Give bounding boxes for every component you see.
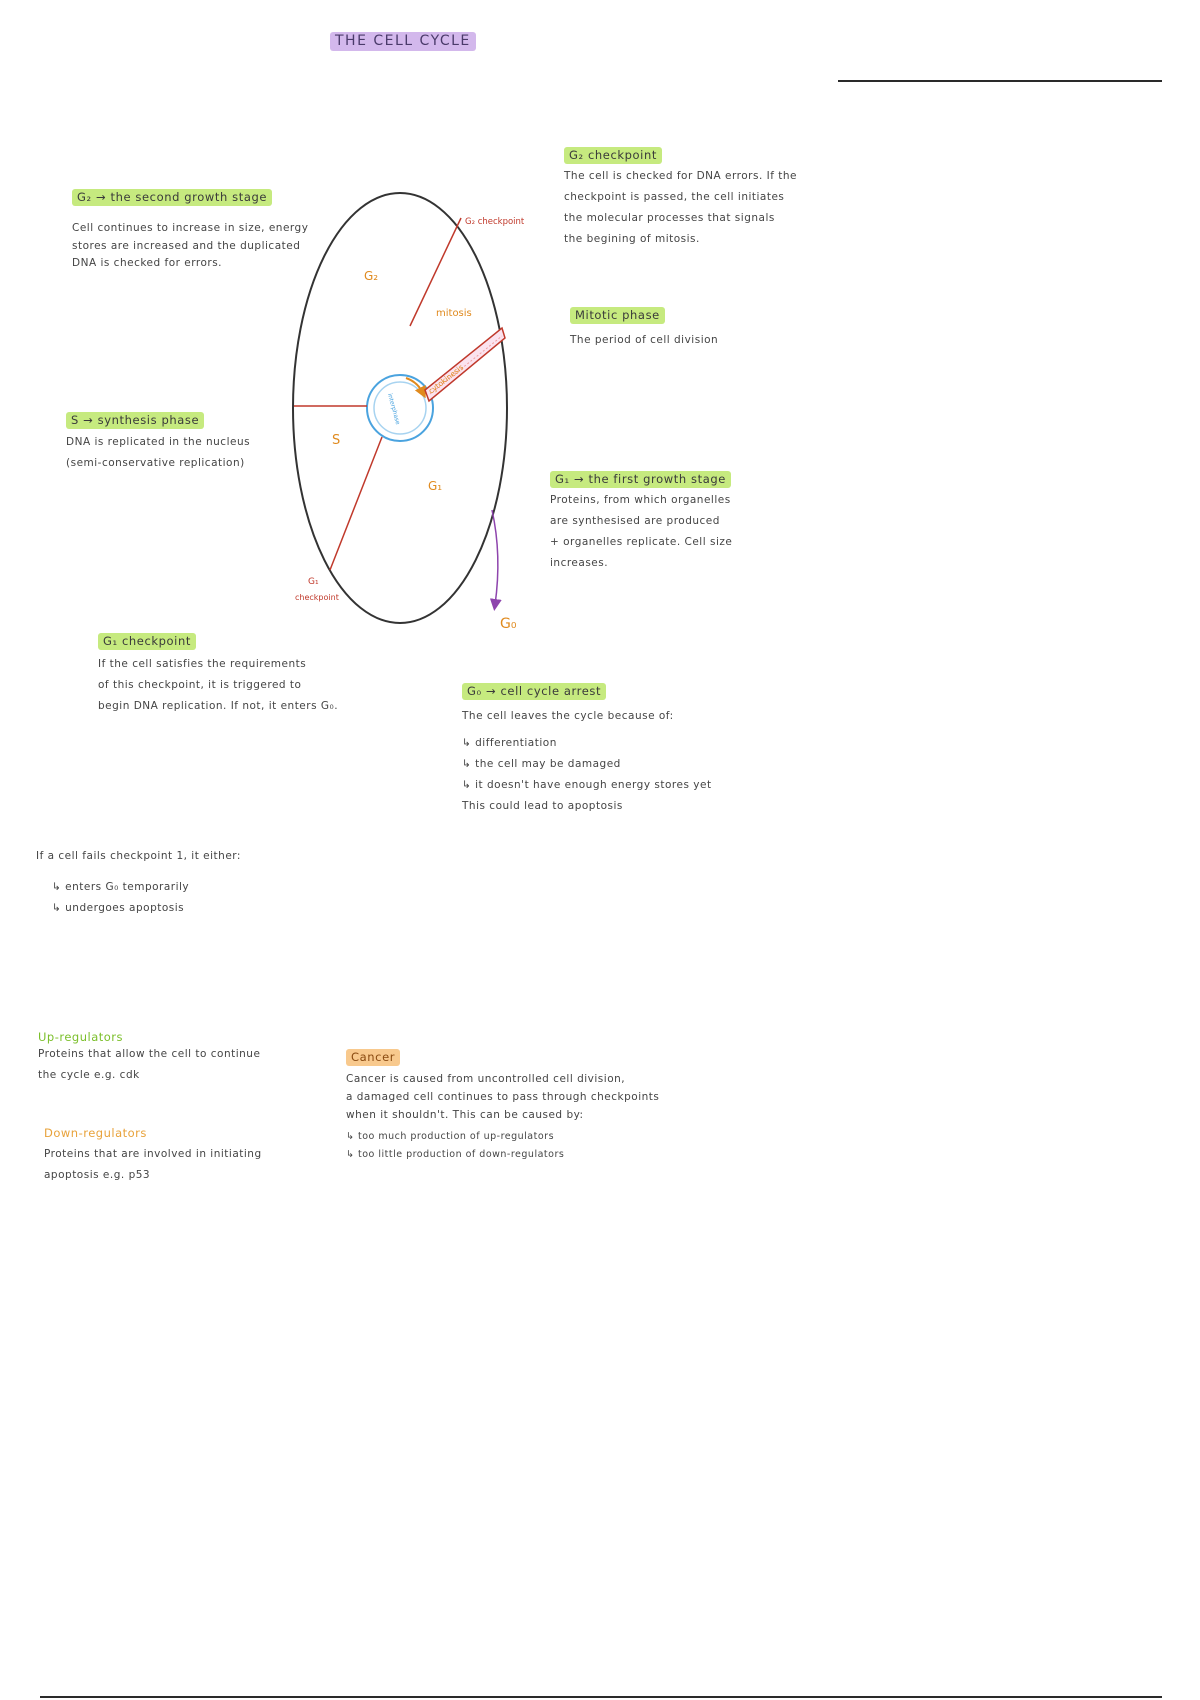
cancer-line: when it shouldn't. This can be caused by: — [346, 1109, 584, 1121]
g1-line: increases. — [550, 557, 609, 569]
interphase-orange-arrow — [406, 378, 423, 393]
g1-checkpoint-line: begin DNA replication. If not, it enters G₀. — [98, 700, 339, 712]
interphase-label: interphase — [386, 392, 402, 426]
down-regulators-heading: Down-regulators — [44, 1126, 147, 1140]
cancer-line: Cancer is caused from uncontrolled cell division, — [346, 1073, 626, 1085]
s-section — [66, 409, 306, 474]
g2-checkpoint-label: G₂ checkpoint — [465, 217, 525, 227]
up-regulators-line: Proteins that allow the cell to continue — [38, 1048, 261, 1060]
up-regulators-heading: Up-regulators — [38, 1030, 124, 1044]
g0-bullet: ↳ it doesn't have enough energy stores yet — [462, 779, 712, 791]
g1-checkpoint-section — [98, 630, 358, 717]
s-line: (semi-conservative replication) — [66, 457, 245, 469]
top-rule — [838, 80, 1162, 82]
g2-checkpoint-text — [564, 166, 804, 250]
g2-section — [72, 186, 322, 274]
cancer-bullet: ↳ too much production of up-regulators — [346, 1131, 555, 1142]
mitotic-text — [570, 330, 790, 351]
interphase-ring-outer — [367, 375, 433, 441]
g2-checkpoint-line: The cell is checked for DNA errors. If the — [564, 170, 797, 182]
fail-bullet: ↳ undergoes apoptosis — [52, 902, 185, 914]
g0-bullet: ↳ the cell may be damaged — [462, 758, 621, 770]
mitotic-line: The period of cell division — [570, 334, 719, 346]
down-regulators-line: apoptosis e.g. p53 — [44, 1169, 151, 1181]
g2-checkpoint-section — [564, 144, 804, 250]
g2-line: stores are increased and the duplicated — [72, 240, 301, 252]
line-g1-checkpoint — [330, 437, 382, 570]
g0-intro: The cell leaves the cycle because of: — [462, 710, 674, 722]
cytokinesis-label: cytokinesis — [426, 362, 466, 396]
g1-checkpoint-text — [98, 654, 358, 717]
down-regulators-line: Proteins that are involved in initiating — [44, 1148, 262, 1160]
g1-checkpoint-label-line1: G₁ — [308, 577, 319, 587]
g2-line: Cell continues to increase in size, energy — [72, 222, 309, 234]
g2-heading: G₂ → the second growth stage — [72, 189, 272, 206]
g1-line: are synthesised are produced — [550, 515, 720, 527]
g1-checkpoint-label-line2: checkpoint — [295, 593, 339, 602]
g0-outro: This could lead to apoptosis — [462, 800, 623, 812]
g0-section — [462, 680, 722, 817]
g2-label: G₂ — [364, 269, 379, 283]
g1-checkpoint-line: If the cell satisfies the requirements — [98, 658, 307, 670]
s-text — [66, 432, 306, 474]
g0-heading: G₀ → cell cycle arrest — [462, 683, 606, 700]
cycle-outer-circle — [293, 193, 507, 623]
mitotic-heading: Mitotic phase — [570, 307, 665, 324]
g0-label: G₀ — [500, 616, 517, 632]
mitotic-section — [570, 304, 790, 351]
g1-label: G₁ — [428, 479, 443, 493]
fail-section — [36, 846, 336, 919]
g2-checkpoint-line: the begining of mitosis. — [564, 233, 700, 245]
g2-checkpoint-heading: G₂ checkpoint — [564, 147, 662, 164]
fail-text — [36, 846, 336, 919]
g1-line: + organelles replicate. Cell size — [550, 536, 733, 548]
g1-line: Proteins, from which organelles — [550, 494, 731, 506]
cancer-section — [346, 1046, 706, 1164]
s-label: S — [332, 433, 341, 448]
cancer-bullet: ↳ too little production of down-regulators — [346, 1149, 565, 1160]
g1-checkpoint-heading: G₁ checkpoint — [98, 633, 196, 650]
down-regulators-text — [44, 1144, 304, 1186]
up-regulators-line: the cycle e.g. cdk — [38, 1069, 140, 1081]
mitosis-label: mitosis — [436, 308, 472, 319]
g2-text — [72, 218, 322, 274]
g2-checkpoint-line: the molecular processes that signals — [564, 212, 775, 224]
up-regulators-section — [38, 1030, 298, 1086]
fail-bullet: ↳ enters G₀ temporarily — [52, 881, 190, 893]
cancer-line: a damaged cell continues to pass through checkpoints — [346, 1091, 660, 1103]
g1-text — [550, 490, 780, 574]
page-title: THE CELL CYCLE — [330, 32, 476, 51]
page-title-wrap — [330, 30, 476, 51]
up-regulators-text — [38, 1044, 298, 1086]
s-heading: S → synthesis phase — [66, 412, 204, 429]
s-line: DNA is replicated in the nucleus — [66, 436, 251, 448]
g1-section — [550, 468, 780, 574]
fail-intro: If a cell fails checkpoint 1, it either: — [36, 850, 241, 862]
g0-bullet: ↳ differentiation — [462, 737, 557, 749]
g0-text — [462, 706, 722, 817]
down-regulators-section — [44, 1126, 304, 1186]
g1-heading: G₁ → the first growth stage — [550, 471, 731, 488]
cancer-text — [346, 1070, 706, 1164]
interphase-ring-inner — [374, 382, 426, 434]
g0-arrow — [492, 510, 498, 605]
g1-checkpoint-line: of this checkpoint, it is triggered to — [98, 679, 302, 691]
bottom-rule — [40, 1696, 1162, 1698]
cancer-heading: Cancer — [346, 1049, 400, 1066]
g2-checkpoint-line: checkpoint is passed, the cell initiates — [564, 191, 785, 203]
g2-line: DNA is checked for errors. — [72, 257, 223, 269]
